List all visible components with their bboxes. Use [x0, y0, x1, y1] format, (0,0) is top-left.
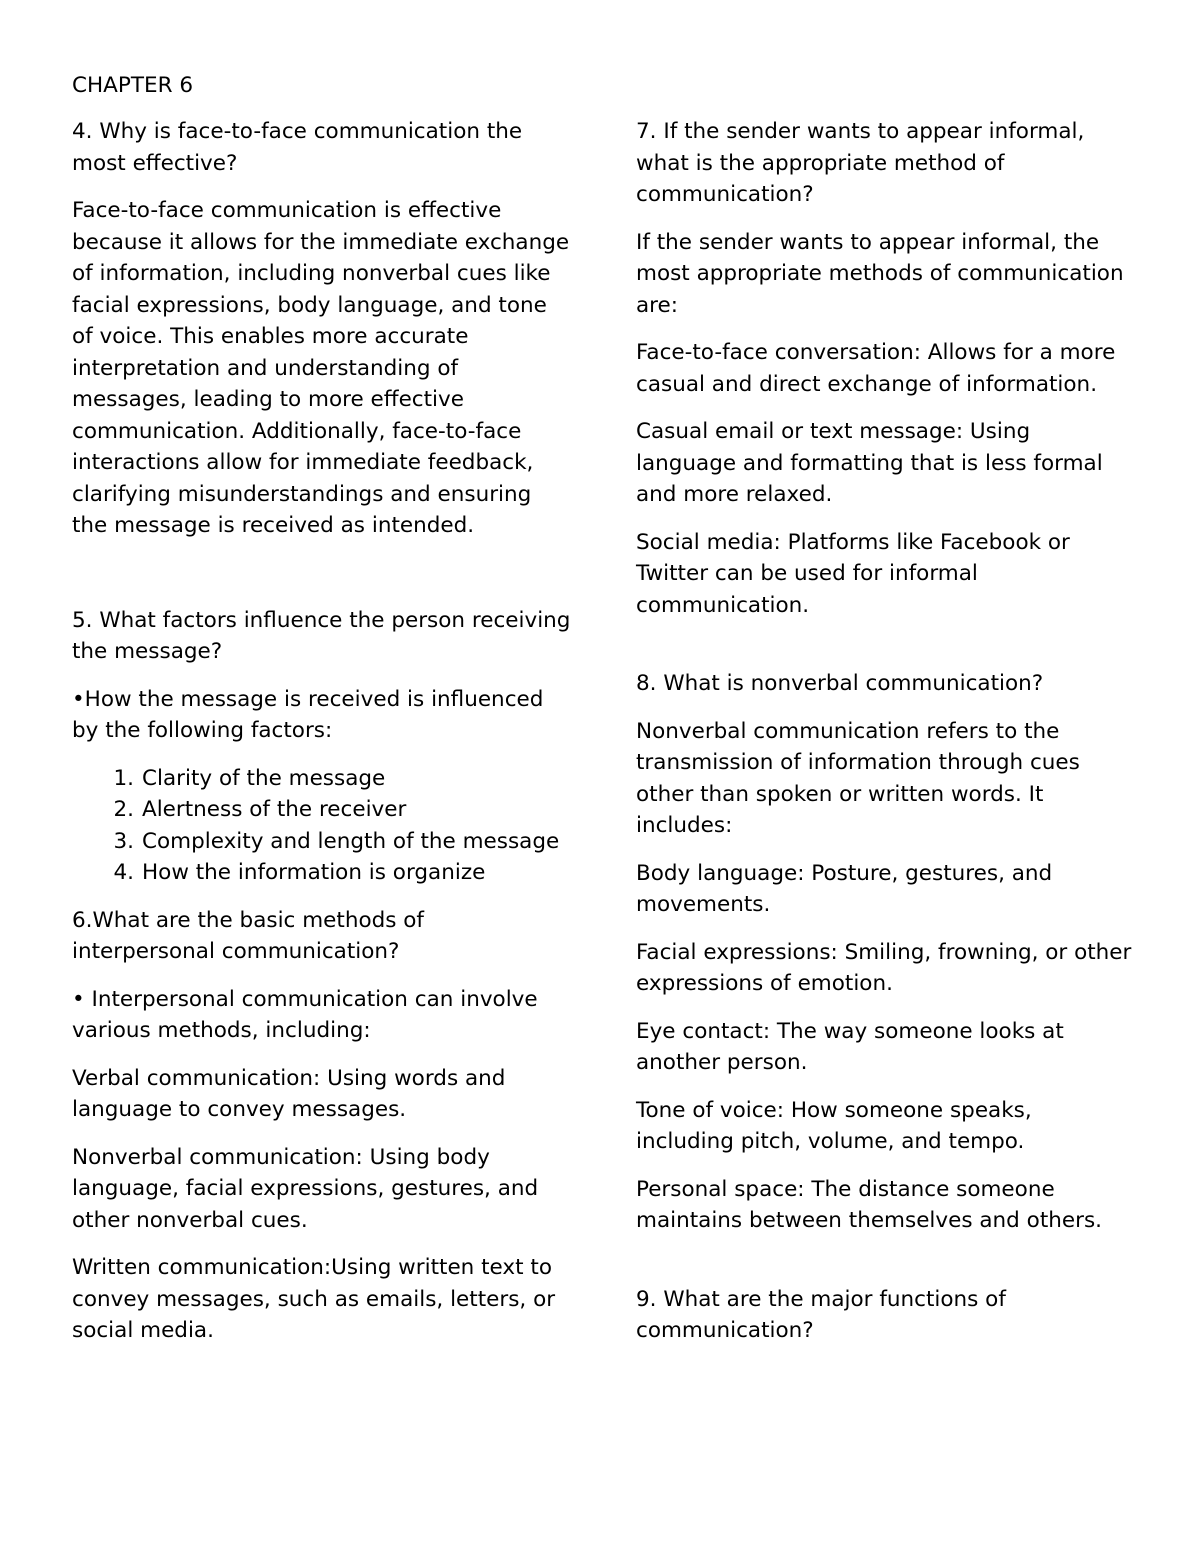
answer-6-written: Written communication:Using written text to convey messages, such as emails, letters, or social media.: [72, 1255, 556, 1343]
question-6: 6.What are the basic methods of interpersonal communication?: [72, 907, 424, 964]
question-9: 9. What are the major functions of communication?: [636, 1286, 1006, 1343]
list-item: 4. How the information is organize: [113, 860, 486, 885]
answer-8-personal-space: Personal space: The distance someone maintains between themselves and others.: [636, 1176, 1102, 1233]
answer-8-body-language: Body language: Posture, gestures, and movements.: [636, 860, 1053, 917]
answer-6-intro: • Interpersonal communication can involve various methods, including:: [72, 986, 538, 1043]
list-item: 1. Clarity of the message: [113, 765, 386, 791]
answer-8-tone: Tone of voice: How someone speaks, including pitch, volume, and tempo.: [636, 1097, 1032, 1154]
question-4: 4. Why is face-to-face communication the most effective?: [72, 119, 523, 176]
answer-4: Face-to-face communication is effective because it allows for the immediate exchange of information, including nonverbal cues like facial expressions, body language, and tone of voice. This enables more accurate interpretation and understanding of messages, leading to more effective communication. Additionally, face-to-face interactions allow for immediate feedback, clarifying misunderstandings and ensuring the message is received as intended.: [72, 198, 570, 538]
answer-7-email: Casual email or text message: Using language and formatting that is less formal and more relaxed.: [636, 419, 1103, 507]
question-5: 5. What factors influence the person receiving the message?: [72, 607, 571, 664]
answer-5-intro: •How the message is received is influenced by the following factors:: [72, 686, 544, 743]
answer-7-face-to-face: Face-to-face conversation: Allows for a more casual and direct exchange of information.: [636, 340, 1116, 397]
list-item: 3. Complexity and length of the message: [113, 828, 560, 854]
right-column: [636, 116, 1136, 1363]
answer-8-intro: Nonverbal communication refers to the transmission of information through cues other than spoken or written words. It includes:: [636, 718, 1080, 838]
question-7: 7. If the sender wants to appear informal, what is the appropriate method of communication?: [636, 119, 1085, 207]
answer-6-nonverbal: Nonverbal communication: Using body language, facial expressions, gestures, and other nonverbal cues.: [72, 1144, 539, 1233]
answer-8-facial: Facial expressions: Smiling, frowning, or other expressions of emotion.: [636, 939, 1132, 996]
answer-7-social: Social media: Platforms like Facebook or Twitter can be used for informal communication.: [636, 529, 1070, 618]
question-8: 8. What is nonverbal communication?: [636, 671, 1044, 696]
left-column: [72, 116, 572, 1363]
answer-8-eye-contact: Eye contact: The way someone looks at another person.: [636, 1018, 1064, 1075]
answer-7-intro: If the sender wants to appear informal, the most appropriate methods of communication are:: [636, 229, 1124, 318]
factors-list: [72, 763, 572, 889]
list-item: 2. Alertness of the receiver: [113, 797, 407, 822]
chapter-title: CHAPTER 6: [72, 73, 194, 98]
answer-6-verbal: Verbal communication: Using words and language to convey messages.: [72, 1065, 506, 1122]
